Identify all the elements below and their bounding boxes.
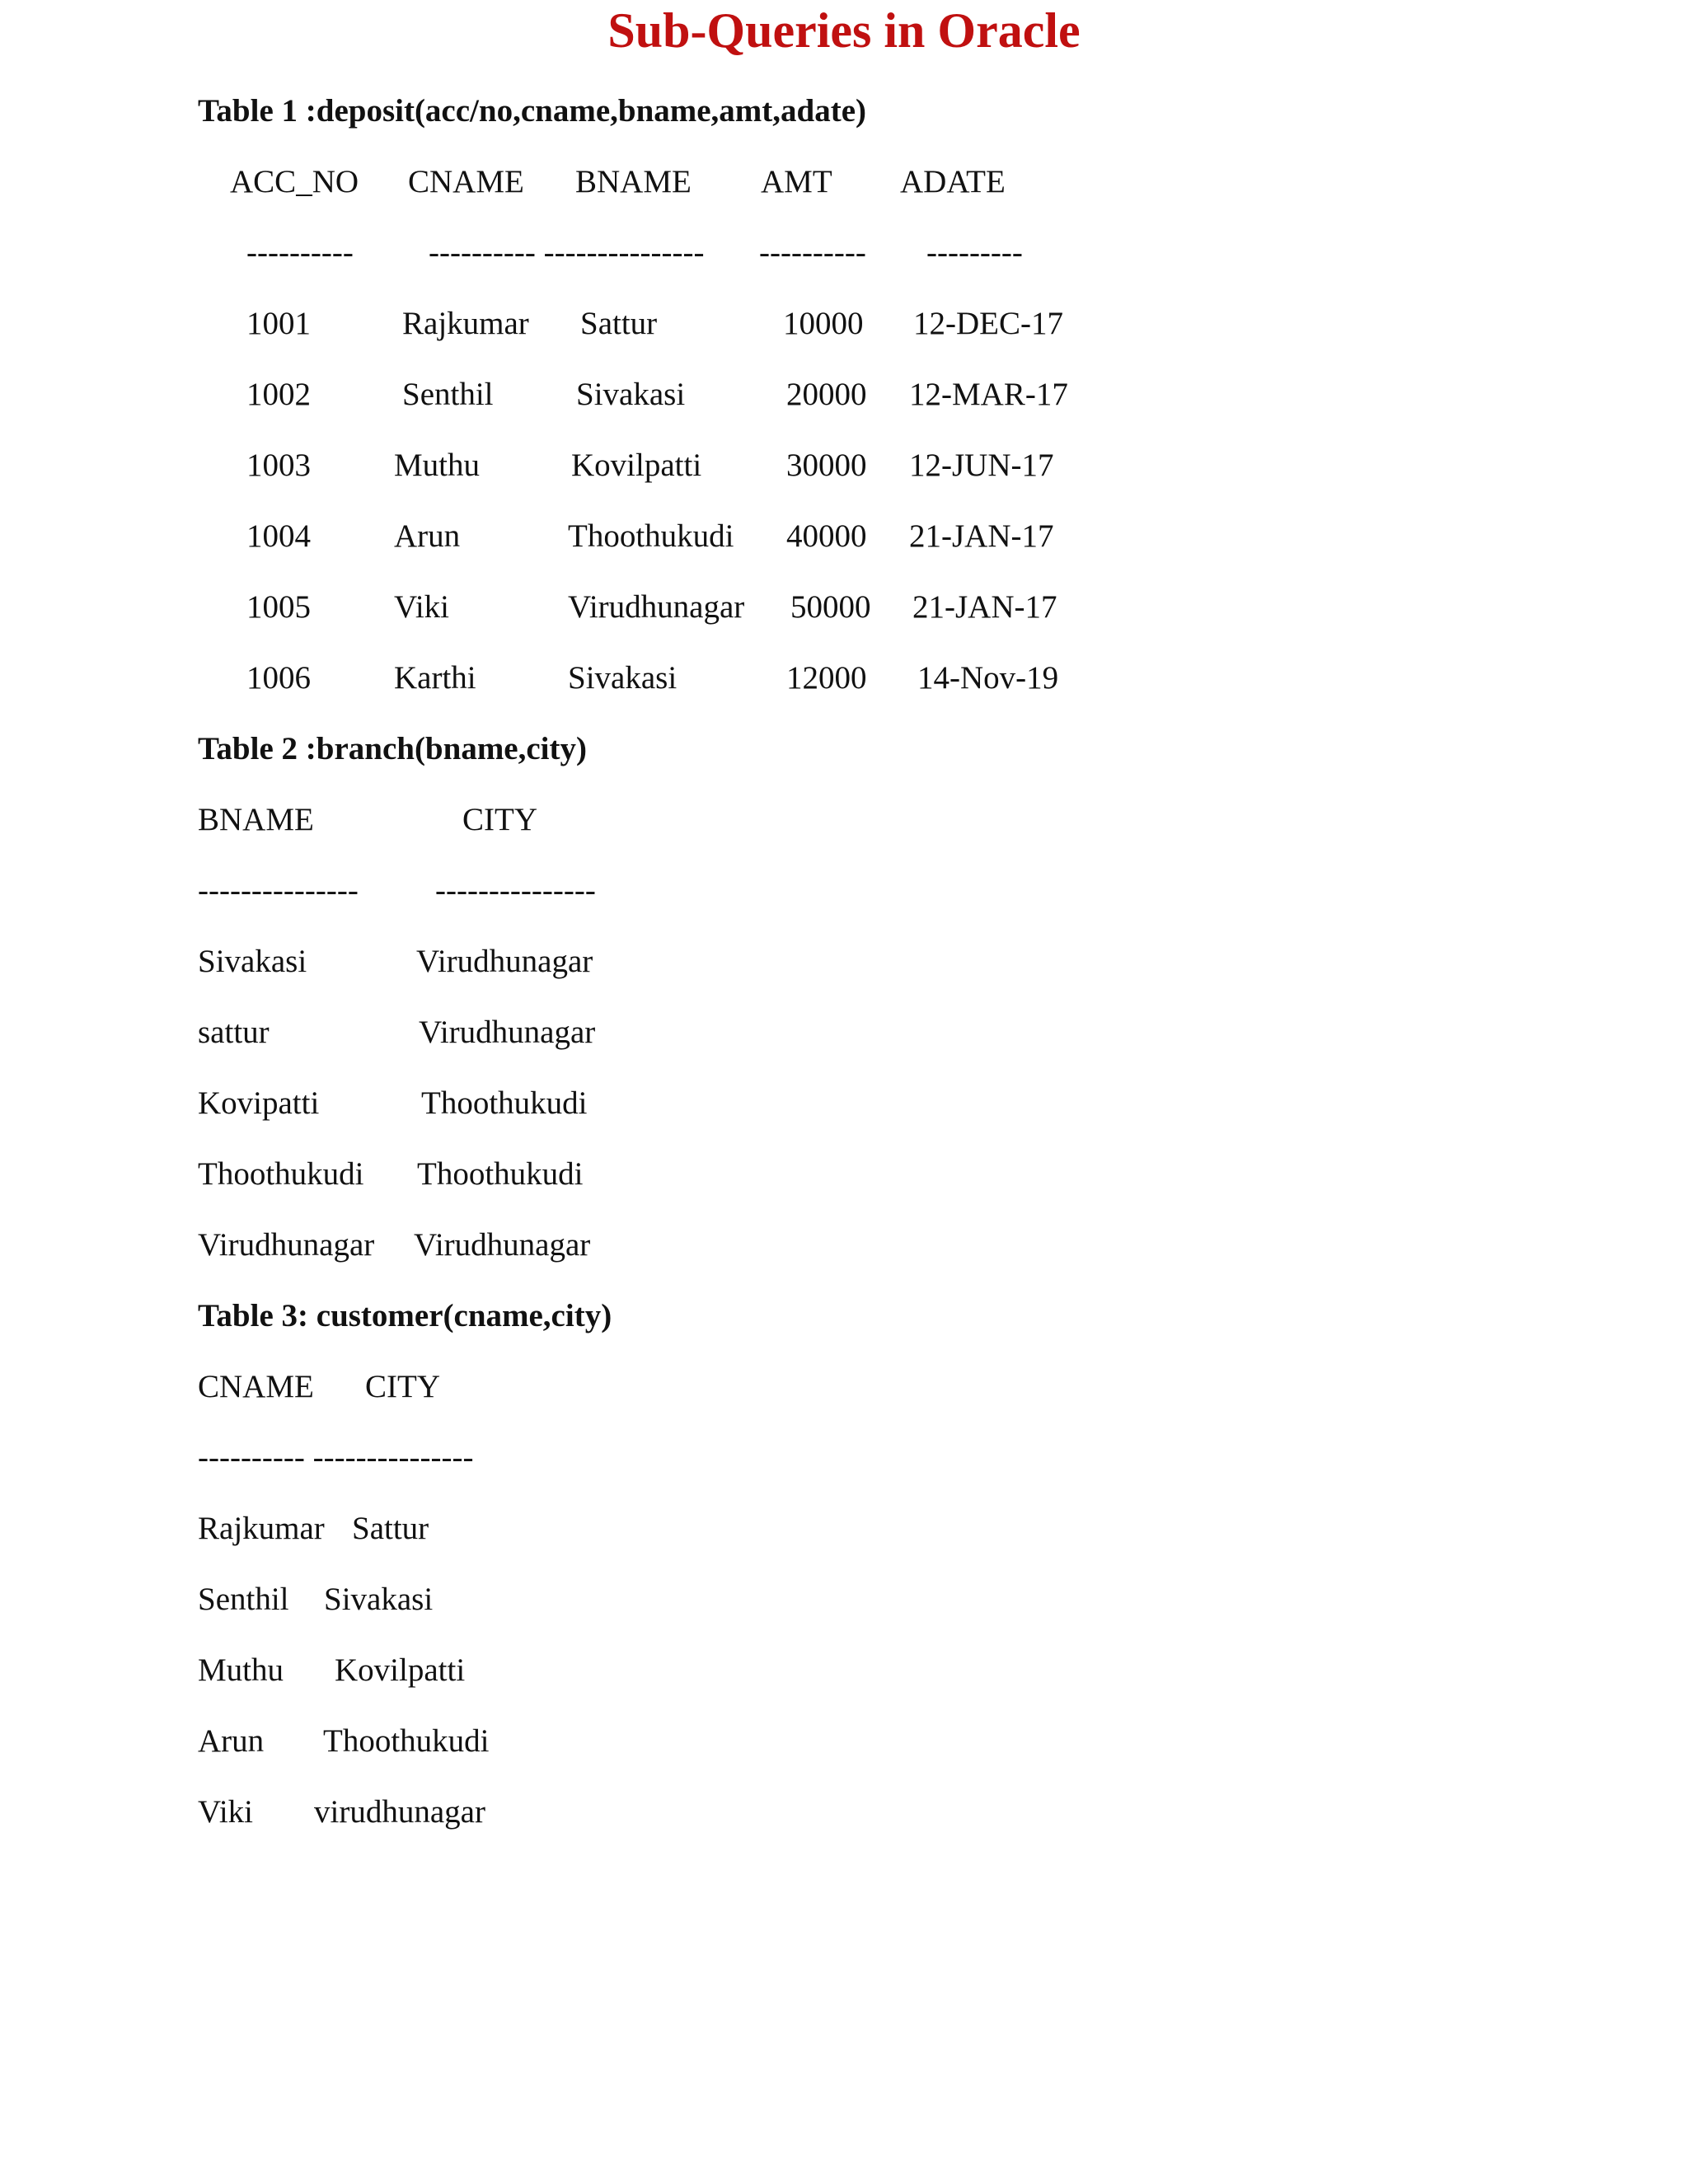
table1-cell: 10000 [783, 306, 864, 341]
table1-cell: Viki [394, 589, 449, 625]
table1-cell: Sattur [580, 306, 658, 341]
table2-cell: Thoothukudi [198, 1156, 364, 1192]
table1-cell: 1004 [246, 518, 311, 554]
table1-cell: 20000 [786, 377, 867, 412]
table1-cell: 1006 [246, 660, 311, 696]
table1-header-amt: AMT [761, 164, 832, 199]
table1-cell: 1002 [246, 377, 311, 412]
table1-cell: 21-JAN-17 [912, 589, 1057, 625]
table3-cell: Senthil [198, 1582, 289, 1617]
table1-header-acc-no: ACC_NO [230, 164, 359, 199]
table1-cell: 12-DEC-17 [913, 306, 1063, 341]
table1-cell: Sivakasi [568, 660, 678, 696]
table1-header-cname: CNAME [408, 164, 524, 199]
table3-cell: Thoothukudi [323, 1723, 490, 1759]
table1-cell: Karthi [394, 660, 476, 696]
table2-separator: --------------- [198, 873, 359, 908]
table2-cell: Virudhunagar [419, 1015, 596, 1050]
table3-cell: Rajkumar [198, 1511, 325, 1546]
table2-cell: Sivakasi [198, 944, 307, 979]
table2-cell: Virudhunagar [198, 1227, 375, 1263]
table1-cell: 40000 [786, 518, 867, 554]
table2-separator: --------------- [435, 873, 596, 908]
table1-heading: Table 1 :deposit(acc/no,cname,bname,amt,adate) [198, 93, 867, 129]
table1-separator: ---------- [759, 235, 866, 270]
table3-header-city: CITY [365, 1369, 440, 1404]
table1-cell: 30000 [786, 448, 867, 483]
table1-cell: Thoothukudi [568, 518, 734, 554]
table1-cell: Sivakasi [576, 377, 686, 412]
table1-cell: 1003 [246, 448, 311, 483]
table3-separator: ---------- --------------- [198, 1440, 474, 1475]
table1-cell: 50000 [790, 589, 871, 625]
table1-cell: Rajkumar [402, 306, 529, 341]
table1-cell: 21-JAN-17 [909, 518, 1054, 554]
table2-cell: Thoothukudi [417, 1156, 584, 1192]
table2-cell: Thoothukudi [421, 1085, 588, 1121]
table1-cell: 12-MAR-17 [909, 377, 1068, 412]
table1-cell: 1001 [246, 306, 311, 341]
table3-cell: Sattur [352, 1511, 429, 1546]
table3-cell: Kovilpatti [335, 1652, 466, 1688]
table3-cell: Arun [198, 1723, 265, 1759]
table1-cell: 1005 [246, 589, 311, 625]
table1-cell: 12000 [786, 660, 867, 696]
table2-cell: Virudhunagar [416, 944, 593, 979]
page-title: Sub-Queries in Oracle [607, 3, 1081, 58]
table1-cell: Arun [394, 518, 461, 554]
table1-cell: Senthil [402, 377, 494, 412]
table3-cell: Viki [198, 1794, 253, 1830]
table2-heading: Table 2 :branch(bname,city) [198, 731, 587, 766]
table3-header-cname: CNAME [198, 1369, 314, 1404]
table1-cell: 12-JUN-17 [909, 448, 1054, 483]
table1-separator: ---------- --------------- [429, 235, 705, 270]
table3-cell: virudhunagar [314, 1794, 485, 1830]
table2-cell: sattur [198, 1015, 270, 1050]
table2-header-city: CITY [462, 802, 537, 837]
table1-separator: --------- [926, 235, 1023, 270]
table1-separator: ---------- [246, 235, 354, 270]
table1-cell: Kovilpatti [571, 448, 702, 483]
table3-cell: Muthu [198, 1652, 284, 1688]
table1-header-adate: ADATE [900, 164, 1006, 199]
table3-cell: Sivakasi [324, 1582, 434, 1617]
table3-heading: Table 3: customer(cname,city) [198, 1298, 612, 1333]
table1-header-bname: BNAME [575, 164, 692, 199]
table2-header-bname: BNAME [198, 802, 314, 837]
table1-cell: 14-Nov-19 [917, 660, 1059, 696]
table1-cell: Muthu [394, 448, 481, 483]
table2-cell: Virudhunagar [414, 1227, 591, 1263]
table1-cell: Virudhunagar [568, 589, 745, 625]
table2-cell: Kovipatti [198, 1085, 320, 1121]
